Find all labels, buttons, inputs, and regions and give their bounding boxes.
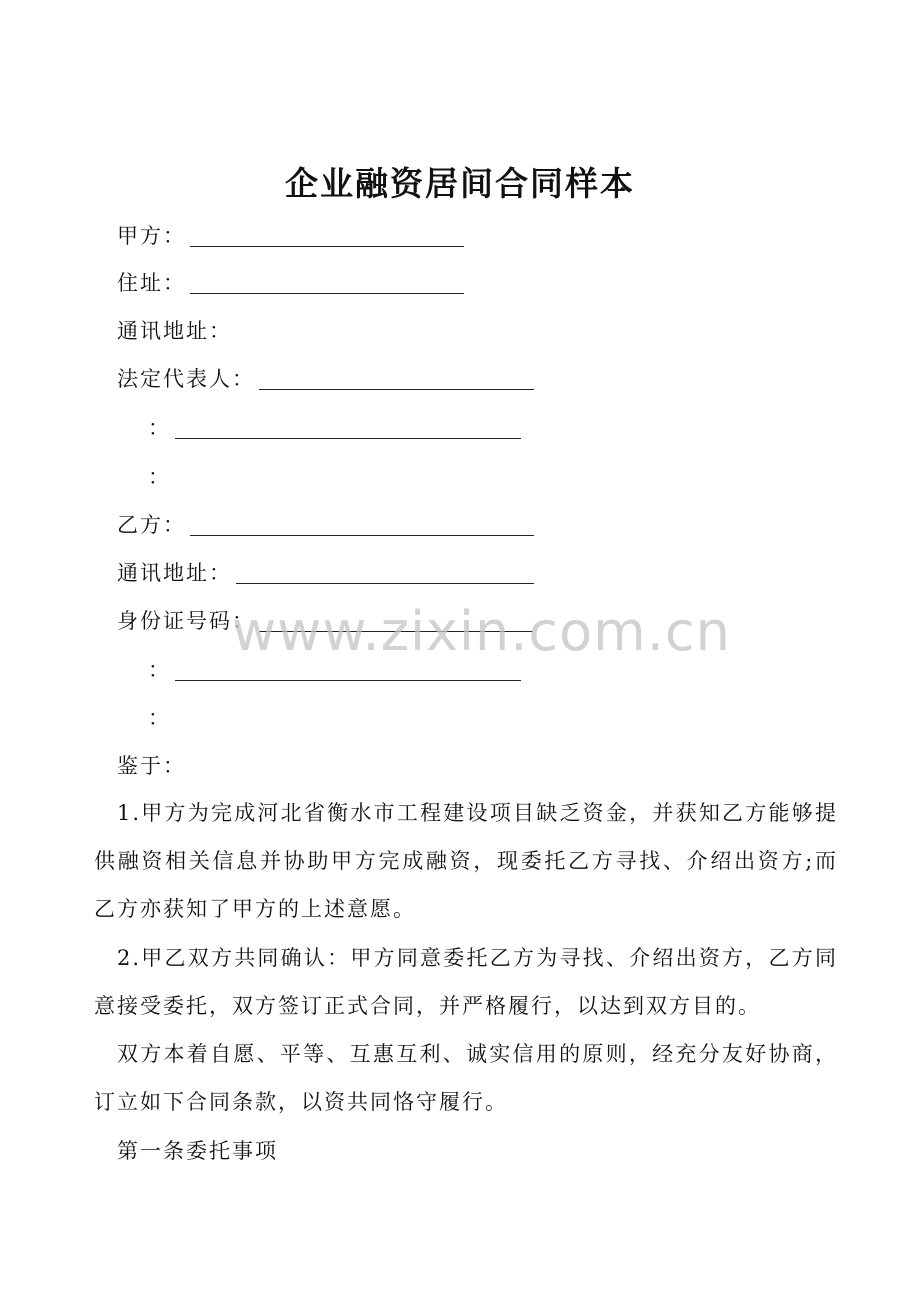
party-b-field — [117, 510, 534, 540]
party-a-blank — [190, 224, 464, 247]
document-title: 企业融资居间合同样本 — [285, 164, 635, 203]
party-a-extra-label-2: ： — [148, 465, 171, 489]
party-b-extra-label-1: ： — [148, 658, 171, 682]
legal-representative-field — [117, 364, 534, 394]
legal-representative-blank — [259, 367, 534, 390]
legal-representative-label: 法定代表人： — [117, 367, 255, 391]
whereas-text: 鉴于： — [117, 754, 186, 778]
party-b-label: 乙方： — [117, 513, 186, 537]
party-a-extra-field-2 — [148, 462, 171, 492]
party-b-blank — [190, 513, 534, 536]
paragraph-2: 2.甲乙双方共同确认：甲方同意委托乙方为寻找、介绍出资方，乙方同意接受委托，双方签订正式合同，并严格履行，以达到双方目的。 — [94, 946, 838, 1018]
party-a-extra-field-1 — [148, 413, 521, 443]
id-number-label: 身份证号码： — [117, 609, 255, 633]
address-field — [117, 268, 464, 298]
address-blank — [190, 271, 464, 294]
mailing-address-b-blank — [236, 561, 534, 584]
address-label: 住址： — [117, 271, 186, 295]
party-b-extra-label-2: ： — [148, 706, 171, 730]
party-a-label: 甲方： — [117, 224, 186, 248]
party-b-extra-field-2 — [148, 703, 171, 733]
whereas-label — [117, 751, 186, 781]
mailing-address-a-field — [117, 316, 232, 346]
mailing-address-b-field — [117, 558, 534, 588]
party-a-extra-label-1: ： — [148, 416, 171, 440]
party-a-extra-blank-1 — [175, 416, 521, 439]
section-heading: 第一条委托事项 — [117, 1139, 278, 1163]
party-a-field — [117, 221, 464, 251]
mailing-address-a-label: 通讯地址： — [117, 319, 232, 343]
paragraph-1: 1.甲方为完成河北省衡水市工程建设项目缺乏资金，并获知乙方能够提供融资相关信息并协助甲方完成融资，现委托乙方寻找、介绍出资方;而乙方亦获知了甲方的上述意愿。 — [94, 801, 838, 921]
mailing-address-b-label: 通讯地址： — [117, 561, 232, 585]
paragraph-3: 双方本着自愿、平等、互惠互利、诚实信用的原则，经充分友好协商，订立如下合同条款，以资共同恪守履行。 — [94, 1042, 838, 1114]
watermark: www.zixin.com.cn — [232, 600, 731, 663]
